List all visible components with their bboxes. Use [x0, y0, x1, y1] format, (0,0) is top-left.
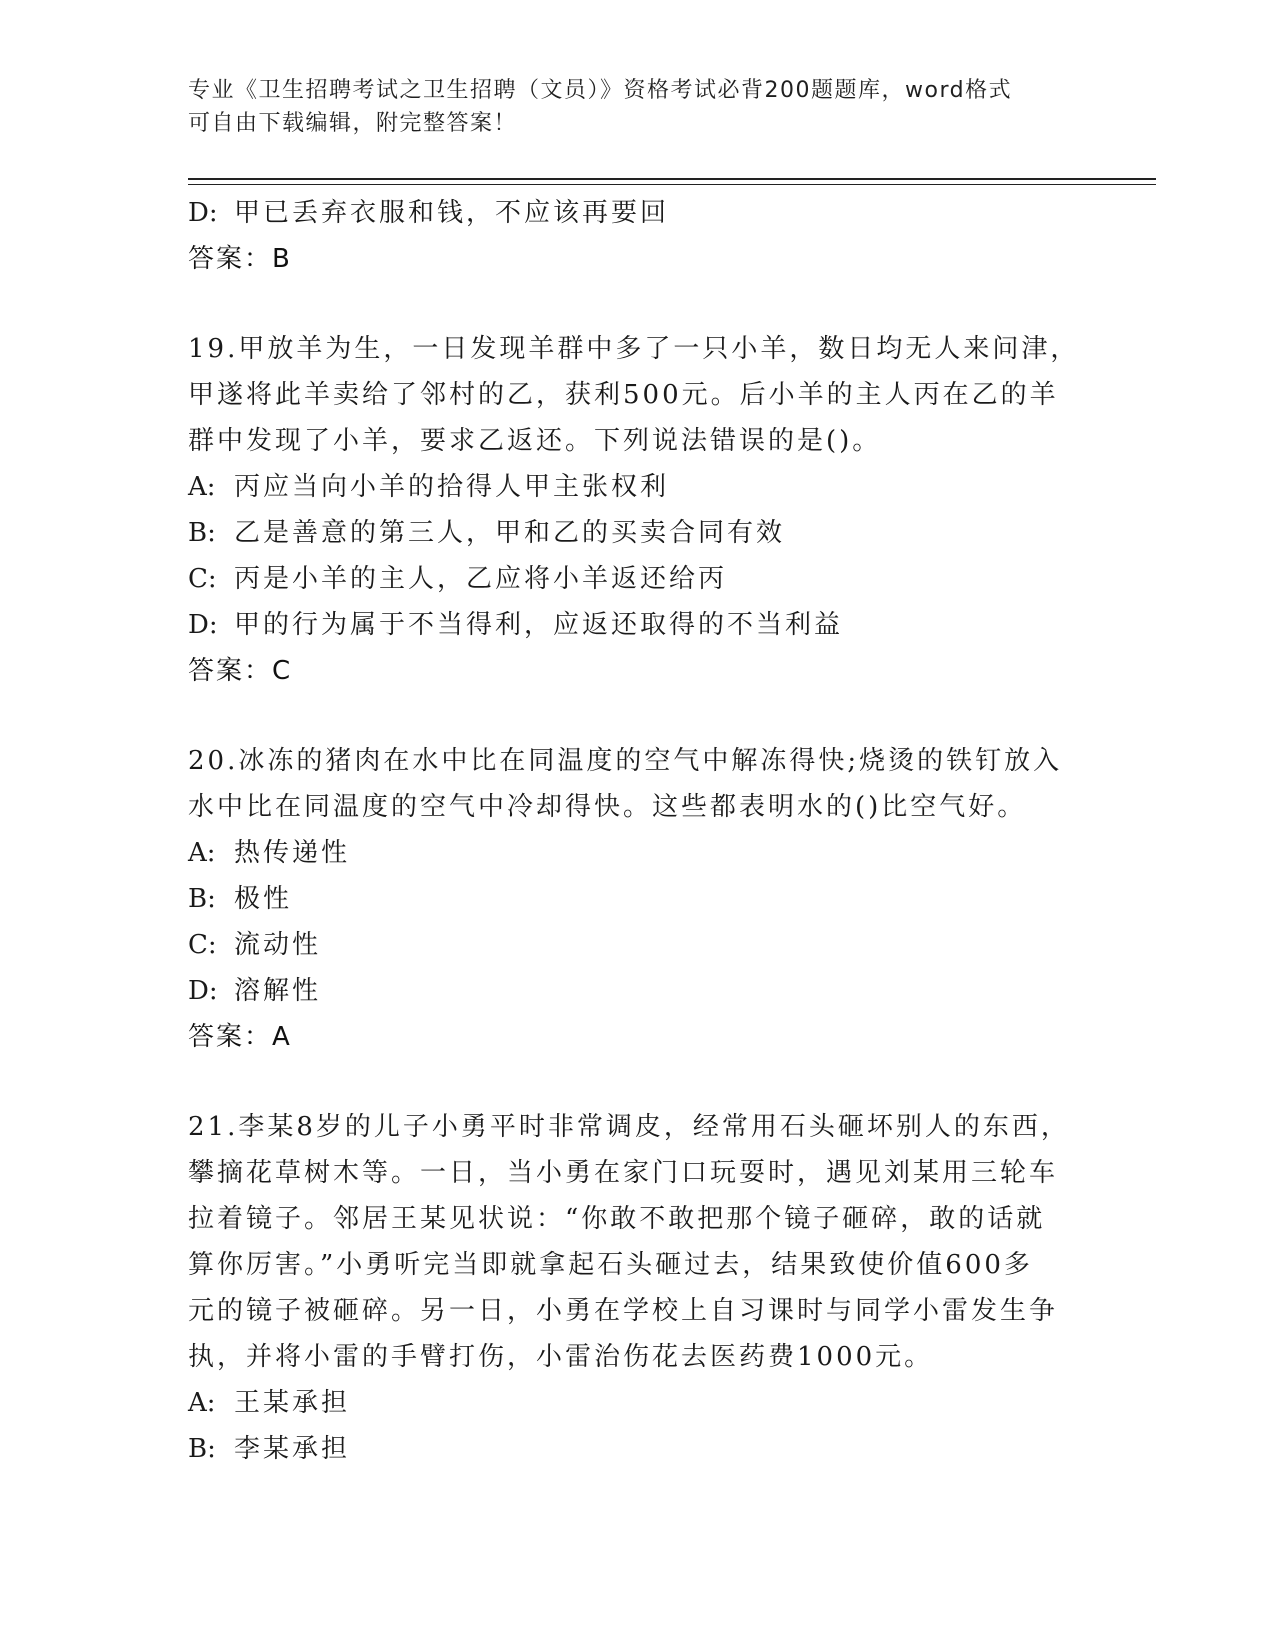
option-b	[188, 876, 1088, 922]
option-key: D:	[188, 198, 218, 228]
option-d	[188, 968, 1088, 1014]
option-key: A:	[188, 1388, 216, 1418]
question-21	[188, 1104, 1088, 1472]
question-20	[188, 738, 1088, 1060]
option-b	[188, 510, 1088, 556]
option-text: 李某承担	[234, 1434, 351, 1464]
stem-line: 水中比在同温度的空气中冷却得快。这些都表明水的()比空气好。	[188, 792, 1027, 822]
option-a	[188, 830, 1088, 876]
option-text: 王某承担	[234, 1388, 351, 1418]
option-key: D:	[188, 976, 218, 1006]
option-d	[188, 602, 1088, 648]
page-header	[188, 74, 1068, 140]
option-b	[188, 1426, 1088, 1472]
stem-line: 元的镜子被砸碎。另一日，小勇在学校上自习课时与同学小雷发生争	[188, 1296, 1059, 1326]
stem-line: 群中发现了小羊，要求乙返还。下列说法错误的是()。	[188, 426, 882, 456]
header-rule-thick	[188, 178, 1156, 180]
question-content	[188, 190, 1088, 1472]
option-text: 甲的行为属于不当得利，应返还取得的不当利益	[234, 610, 844, 640]
option-key: C:	[188, 930, 217, 960]
stem-line: 甲遂将此羊卖给了邻村的乙，获利500元。后小羊的主人丙在乙的羊	[188, 380, 1059, 410]
stem-line: 19.甲放羊为生，一日发现羊群中多了一只小羊，数日均无人来问津，	[188, 334, 1080, 364]
option-a	[188, 464, 1088, 510]
option-key: B:	[188, 884, 216, 914]
stem-line: 执，并将小雷的手臂打伤，小雷治伤花去医药费1000元。	[188, 1342, 934, 1372]
stem-line: 拉着镜子。邻居王某见状说：“你敢不敢把那个镜子砸碎，敢的话就	[188, 1204, 1046, 1234]
stem-line: 21.李某8岁的儿子小勇平时非常调皮，经常用石头砸坏别人的东西，	[188, 1112, 1070, 1142]
question-stem	[188, 1104, 1088, 1380]
option-text: 丙应当向小羊的拾得人甲主张权利	[234, 472, 670, 502]
answer-line: 答案：B	[188, 244, 292, 274]
header-rule-thin	[188, 184, 1156, 185]
stem-line: 20.冰冻的猪肉在水中比在同温度的空气中解冻得快;烧烫的铁钉放入	[188, 746, 1063, 776]
stem-line: 算你厉害。”小勇听完当即就拿起石头砸过去，结果致使价值600多	[188, 1250, 1033, 1280]
option-text: 流动性	[234, 930, 322, 960]
option-text: 甲已丢弃衣服和钱，不应该再要回	[234, 198, 670, 228]
question-18-tail	[188, 190, 1088, 282]
option-text: 丙是小羊的主人，乙应将小羊返还给丙	[234, 564, 728, 594]
option-key: B:	[188, 518, 216, 548]
option-c	[188, 922, 1088, 968]
header-line-1: 专业《卫生招聘考试之卫生招聘（文员）》资格考试必背200题题库，word格式	[188, 78, 1013, 103]
header-line-2: 可自由下载编辑，附完整答案！	[188, 111, 518, 136]
answer-line: 答案：A	[188, 1022, 292, 1052]
answer-line: 答案：C	[188, 656, 293, 686]
option-text: 极性	[234, 884, 293, 914]
option-text: 乙是善意的第三人，甲和乙的买卖合同有效	[234, 518, 786, 548]
option-key: D:	[188, 610, 218, 640]
question-stem	[188, 326, 1088, 464]
option-key: B:	[188, 1434, 216, 1464]
option-key: A:	[188, 838, 216, 868]
option-d	[188, 190, 1088, 236]
option-a	[188, 1380, 1088, 1426]
option-c	[188, 556, 1088, 602]
question-stem	[188, 738, 1088, 830]
question-19	[188, 326, 1088, 694]
option-key: A:	[188, 472, 216, 502]
stem-line: 攀摘花草树木等。一日，当小勇在家门口玩耍时，遇见刘某用三轮车	[188, 1158, 1059, 1188]
option-text: 溶解性	[234, 976, 322, 1006]
option-text: 热传递性	[234, 838, 351, 868]
option-key: C:	[188, 564, 217, 594]
